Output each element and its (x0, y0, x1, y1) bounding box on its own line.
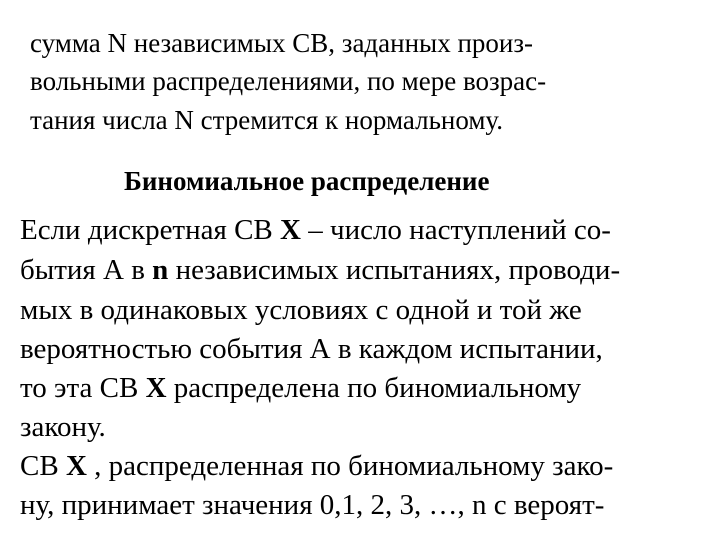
intro-line-3: тания числа N стремится к нормальному. (30, 105, 503, 135)
body-line-1 (20, 216, 611, 245)
variable-x: X (65, 450, 87, 482)
section-heading: Биномиальное распределение (124, 166, 490, 196)
body-line-3: мых в одинаковых условиях с одной и той же (20, 294, 582, 326)
body-text: бытия А в (20, 254, 153, 286)
body-line-7 (20, 452, 613, 481)
body-text: Если дискретная СВ (20, 214, 281, 246)
body-line-5 (20, 374, 581, 403)
variable-x: X (280, 214, 301, 246)
body-text: СВ (20, 450, 66, 482)
body-line-2 (20, 256, 620, 285)
body-line-4: вероятностью события А в каждом испытании, (20, 333, 603, 365)
body-text: – число наступлений со- (300, 214, 611, 246)
body-text: независимых испытаниях, проводи- (168, 254, 621, 286)
intro-line-1: сумма N независимых СВ, заданных произ- (30, 28, 533, 58)
variable-x: X (145, 372, 167, 404)
body-line-6: закону. (20, 411, 106, 443)
body-text: , распределенная по биномиальному зако- (86, 450, 614, 482)
body-text: распределена по биномиальному (166, 372, 582, 404)
body-line-8: ну, принимает значения 0,1, 2, 3, …, n с вероят- (20, 489, 605, 521)
intro-line-2: вольными распределениями, по мере возрас- (30, 66, 547, 96)
body-text: то эта СВ (20, 372, 146, 404)
variable-n: n (152, 254, 169, 286)
